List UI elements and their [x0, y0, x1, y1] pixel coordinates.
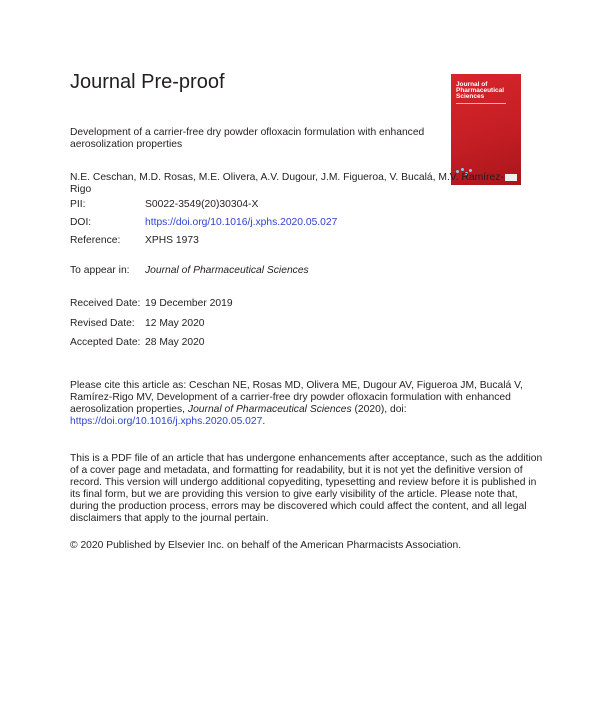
revised-value: 12 May 2020 — [145, 318, 205, 329]
appear-row — [70, 265, 309, 277]
article-authors: N.E. Ceschan, M.D. Rosas, M.E. Olivera, A.V. Dugour, J.M. Figueroa, V. Bucalá, M.V. Ramírez-Rigo — [70, 172, 504, 195]
pii-value: S0022-3549(20)30304-X — [145, 199, 259, 210]
notice-paragraph: This is a PDF file of an article that has undergone enhancements after acceptance, such as the addition of a cover page and metadata, and formatting for readability, but it is not yet the definitive version of record. This version will undergo additional copyediting, typesetting and review before it is published in its final form, but we are providing this version to give early visibility of the article. Please note that, during the production process, errors may be discovered which could affect the content, and all legal disclaimers that apply to the journal pertain. — [70, 453, 543, 524]
citation-middle: (2020), doi: — [351, 404, 407, 415]
pii-row — [70, 199, 258, 211]
citation-end: . — [262, 416, 266, 427]
cover-divider — [456, 103, 506, 104]
accepted-label: Accepted Date: — [70, 337, 141, 348]
citation-journal: Journal of Pharmaceutical Sciences — [187, 404, 352, 415]
doi-row — [70, 217, 337, 229]
reference-label: Reference: — [70, 235, 121, 246]
journal-cover-image — [451, 74, 521, 185]
revised-row — [70, 318, 205, 330]
pii-label: PII: — [70, 199, 86, 210]
received-label: Received Date: — [70, 298, 141, 309]
citation-paragraph — [70, 380, 545, 428]
doi-link[interactable]: https://doi.org/10.1016/j.xphs.2020.05.027 — [145, 217, 338, 228]
reference-row — [70, 235, 199, 247]
reference-value: XPHS 1973 — [145, 235, 199, 246]
revised-label: Revised Date: — [70, 318, 135, 329]
received-value: 19 December 2019 — [145, 298, 233, 309]
citation-text: Please cite this article as: Ceschan NE, Rosas MD, Olivera ME, Dugour AV, Figueroa JM, Bucalá V, Ramírez-Rigo MV, Development of a carrier-free dry powder ofloxacin formulation with enhanced aerosolization properties, — [70, 380, 523, 415]
accepted-value: 28 May 2020 — [145, 337, 205, 348]
article-title: Development of a carrier-free dry powder ofloxacin formulation with enhanced aerosolization properties — [70, 127, 425, 150]
doi-label: DOI: — [70, 217, 92, 228]
copyright-notice: © 2020 Published by Elsevier Inc. on behalf of the American Pharmacists Association. — [70, 540, 462, 551]
appear-value: Journal of Pharmaceutical Sciences — [145, 265, 309, 276]
accepted-row — [70, 337, 205, 349]
cover-title: Journal of Pharmaceutical Sciences — [456, 81, 505, 100]
received-row — [70, 298, 233, 310]
citation-doi-link[interactable]: https://doi.org/10.1016/j.xphs.2020.05.027 — [70, 416, 263, 427]
appear-label: To appear in: — [70, 265, 130, 276]
page-heading: Journal Pre-proof — [70, 71, 225, 93]
